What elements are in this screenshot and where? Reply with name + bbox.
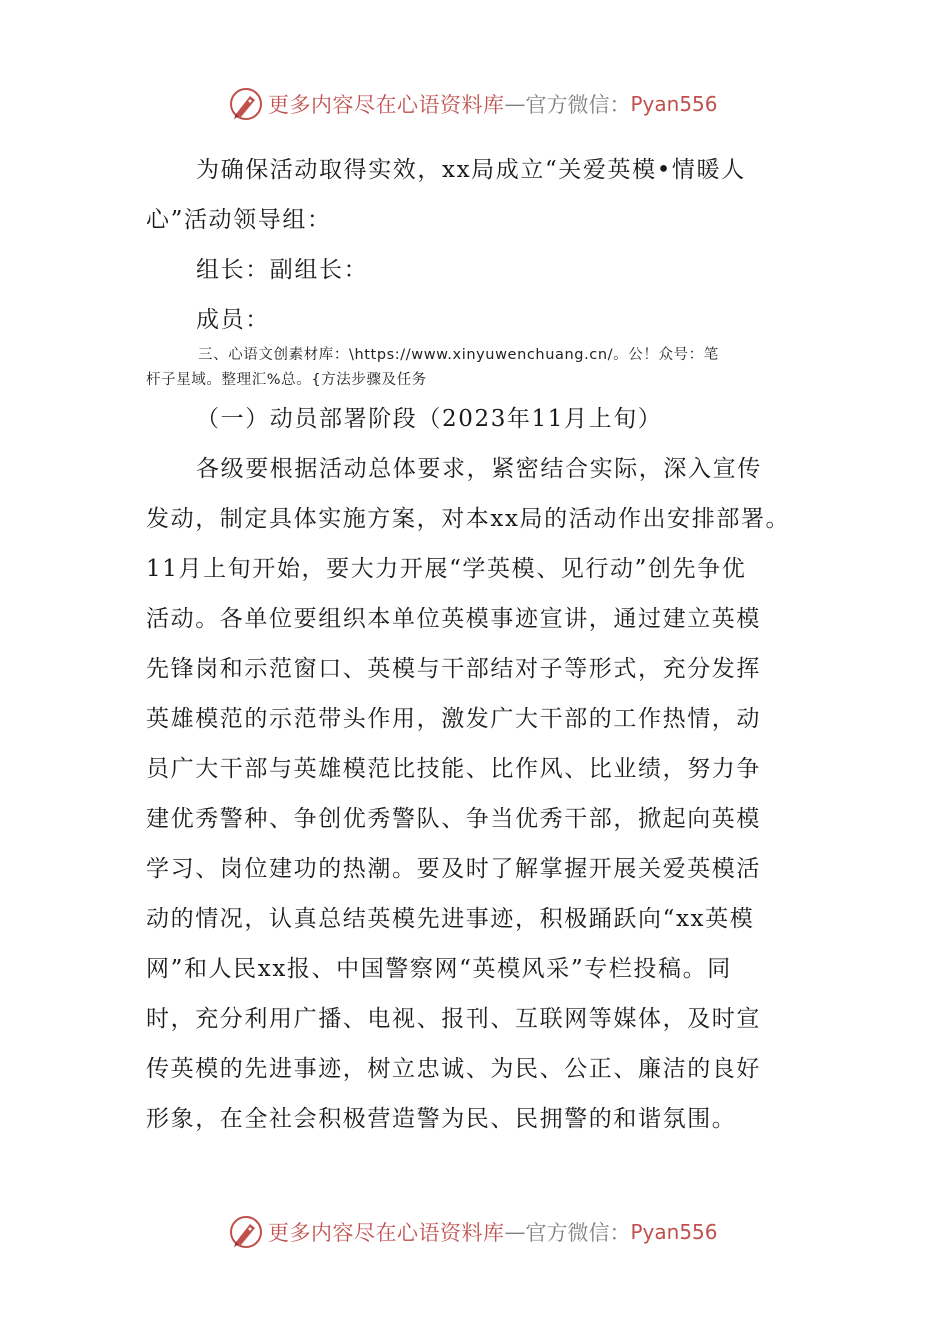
paragraph-4-line-7: 员广大干部与英雄模范比技能、比作风、比业绩，努力争 — [146, 756, 761, 782]
paragraph-4-line-11: 网”和人民xx报、中国警察网“英模风采”专栏投稿。同 — [146, 956, 732, 982]
pen-nib-logo-icon — [228, 1214, 264, 1250]
header-banner — [228, 84, 718, 124]
paragraph-4-line-1: 各级要根据活动总体要求，紧密结合实际，深入宣传 — [196, 456, 762, 482]
banner-wechat-id: Pyan556 — [630, 1220, 718, 1244]
paragraph-4-line-10: 动的情况，认真总结英模先进事迹，积极踊跃向“xx英模 — [146, 906, 755, 932]
paragraph-4-line-6: 英雄模范的示范带头作用，激发广大干部的工作热情，动 — [146, 706, 761, 732]
paragraph-1-line-1: 为确保活动取得实效，xx局成立“关爱英模•情暖人 — [196, 157, 746, 183]
banner-dash: — — [504, 1220, 526, 1244]
banner-official-label: 官方微信： — [525, 1221, 631, 1245]
paragraph-4-line-8: 建优秀警种、争创优秀警队、争当优秀干部，掀起向英模 — [146, 806, 761, 832]
paragraph-4-line-13: 传英模的先进事迹，树立忠诚、为民、公正、廉洁的良好 — [146, 1056, 761, 1082]
banner-dash: — — [504, 92, 526, 116]
paragraph-4-line-4: 活动。各单位要组织本单位英模事迹宣讲，通过建立英模 — [146, 606, 761, 632]
banner-main-text: 更多内容尽在心语资料库 — [268, 93, 505, 117]
footer-banner — [228, 1212, 718, 1252]
paragraph-4-line-2: 发动，制定具体实施方案，对本xx局的活动作出安排部署。 — [146, 506, 791, 532]
paragraph-members: 成员： — [196, 307, 270, 333]
banner-official-label: 官方微信： — [525, 93, 631, 117]
section-heading: （一）动员部署阶段（2023年11月上旬） — [196, 406, 663, 432]
paragraph-4-line-3: 11月上旬开始，要大力开展“学英模、见行动”创先争优 — [146, 556, 747, 582]
banner-wechat-id: Pyan556 — [630, 92, 718, 116]
paragraph-1-line-2: 心”活动领导组： — [146, 207, 332, 233]
paragraph-4-line-12: 时，充分利用广播、电视、报刊、互联网等媒体，及时宣 — [146, 1006, 761, 1032]
paragraph-leader: 组长：副组长： — [196, 257, 369, 283]
paragraph-4-line-14: 形象，在全社会积极营造警为民、民拥警的和谐氛围。 — [146, 1106, 737, 1132]
paragraph-4-line-5: 先锋岗和示范窗口、英模与干部结对子等形式，充分发挥 — [146, 656, 761, 682]
watermark-line-2: 杆子星域。整理汇%总。{方法步骤及任务 — [146, 372, 427, 388]
watermark-line-1: 三、心语文创素材库：\https://www.xinyuwenchuang.cn/。公！众号：笔 — [198, 347, 719, 363]
pen-nib-logo-icon — [228, 86, 264, 122]
paragraph-4-line-9: 学习、岗位建功的热潮。要及时了解掌握开展关爱英模活 — [146, 856, 761, 882]
banner-main-text: 更多内容尽在心语资料库 — [268, 1221, 505, 1245]
